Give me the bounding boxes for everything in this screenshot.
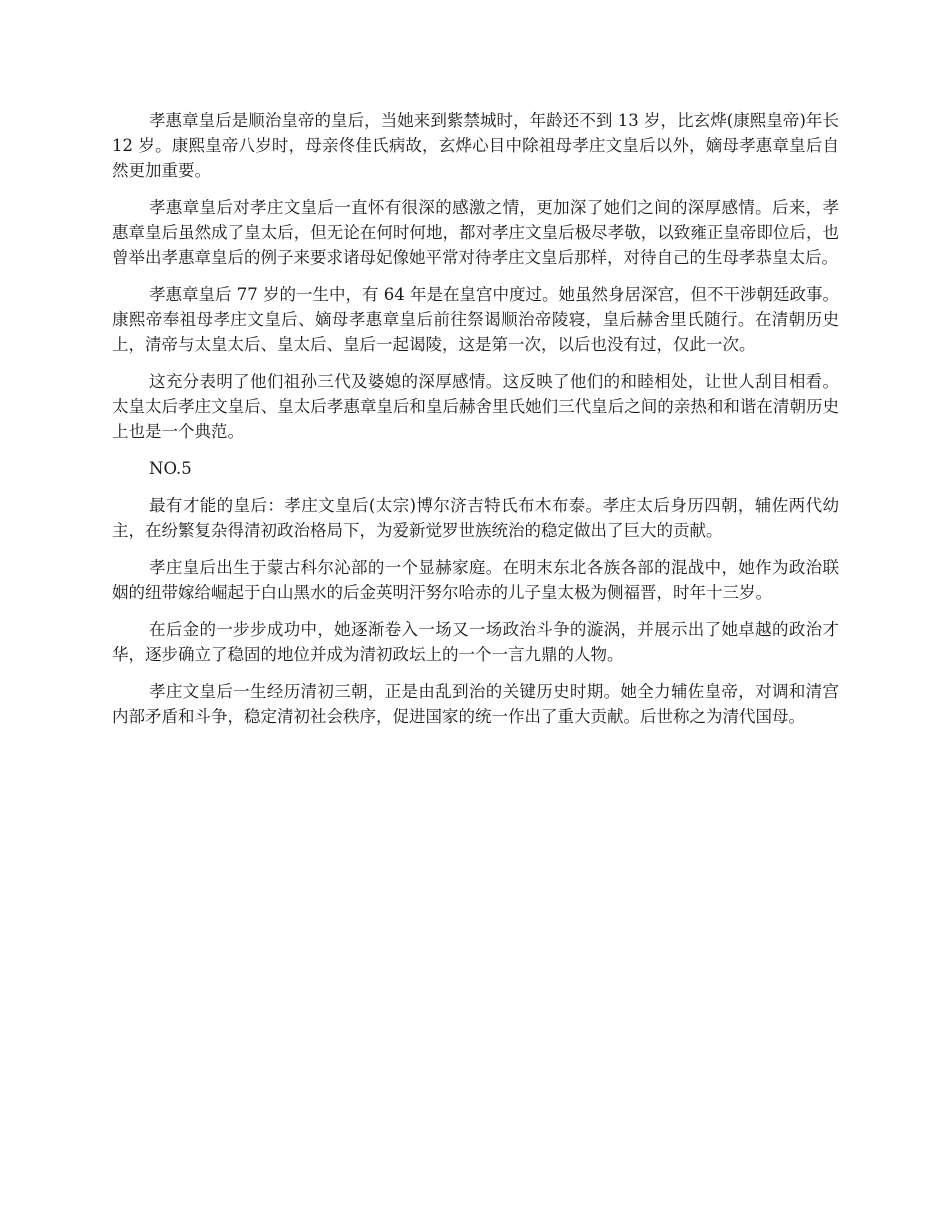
paragraph-7: 在后金的一步步成功中，她逐渐卷入一场又一场政治斗争的漩涡，并展示出了她卓越的政治才华，逐步确立了稳固的地位并成为清初政坛上的一个一言九鼎的人物。 <box>112 620 839 664</box>
paragraph-4: 这充分表明了他们祖孙三代及婆媳的深厚感情。这反映了他们的和睦相处，让世人刮目相看。太皇太后孝庄文皇后、皇太后孝惠章皇后和皇后赫舍里氏她们三代皇后之间的亲热和和谐在清朝历史上也是一个典范。 <box>112 372 839 441</box>
paragraph-2: 孝惠章皇后对孝庄文皇后一直怀有很深的感激之情，更加深了她们之间的深厚感情。后来，孝惠章皇后虽然成了皇太后，但无论在何时何地，都对孝庄文皇后极尽孝敬，以致雍正皇帝即位后，也曾举出孝惠章皇后的例子来要求诸母妃像她平常对待孝庄文皇后那样，对待自己的生母孝恭皇太后。 <box>112 198 839 267</box>
paragraph-3: 孝惠章皇后 77 岁的一生中，有 64 年是在皇宫中度过。她虽然身居深宫，但不干涉朝廷政事。康熙帝奉祖母孝庄文皇后、嫡母孝惠章皇后前往祭谒顺治帝陵寝，皇后赫舍里氏随行。在清朝历史上，清帝与太皇太后、皇太后、皇后一起谒陵，这是第一次，以后也没有过，仅此一次。 <box>112 285 839 354</box>
section-heading-no5: NO.5 <box>149 459 192 478</box>
paragraph-1: 孝惠章皇后是顺治皇帝的皇后，当她来到紫禁城时，年龄还不到 13 岁，比玄烨(康熙皇帝)年长 12 岁。康熙皇帝八岁时，母亲佟佳氏病故，玄烨心目中除祖母孝庄文皇后以外，嫡母孝惠章皇后自然更加重要。 <box>112 111 839 180</box>
paragraph-8: 孝庄文皇后一生经历清初三朝，正是由乱到治的关键历史时期。她全力辅佐皇帝，对调和清宫内部矛盾和斗争，稳定清初社会秩序，促进国家的统一作出了重大贡献。后世称之为清代国母。 <box>112 682 839 726</box>
document-page <box>112 108 839 741</box>
paragraph-5: 最有才能的皇后：孝庄文皇后(太宗)博尔济吉特氏布木布泰。孝庄太后身历四朝，辅佐两代幼主，在纷繁复杂得清初政治格局下，为爱新觉罗世族统治的稳定做出了巨大的贡献。 <box>112 496 839 540</box>
paragraph-6: 孝庄皇后出生于蒙古科尔沁部的一个显赫家庭。在明末东北各族各部的混战中，她作为政治联姻的纽带嫁给崛起于白山黑水的后金英明汗努尔哈赤的儿子皇太极为侧福晋，时年十三岁。 <box>112 558 839 602</box>
